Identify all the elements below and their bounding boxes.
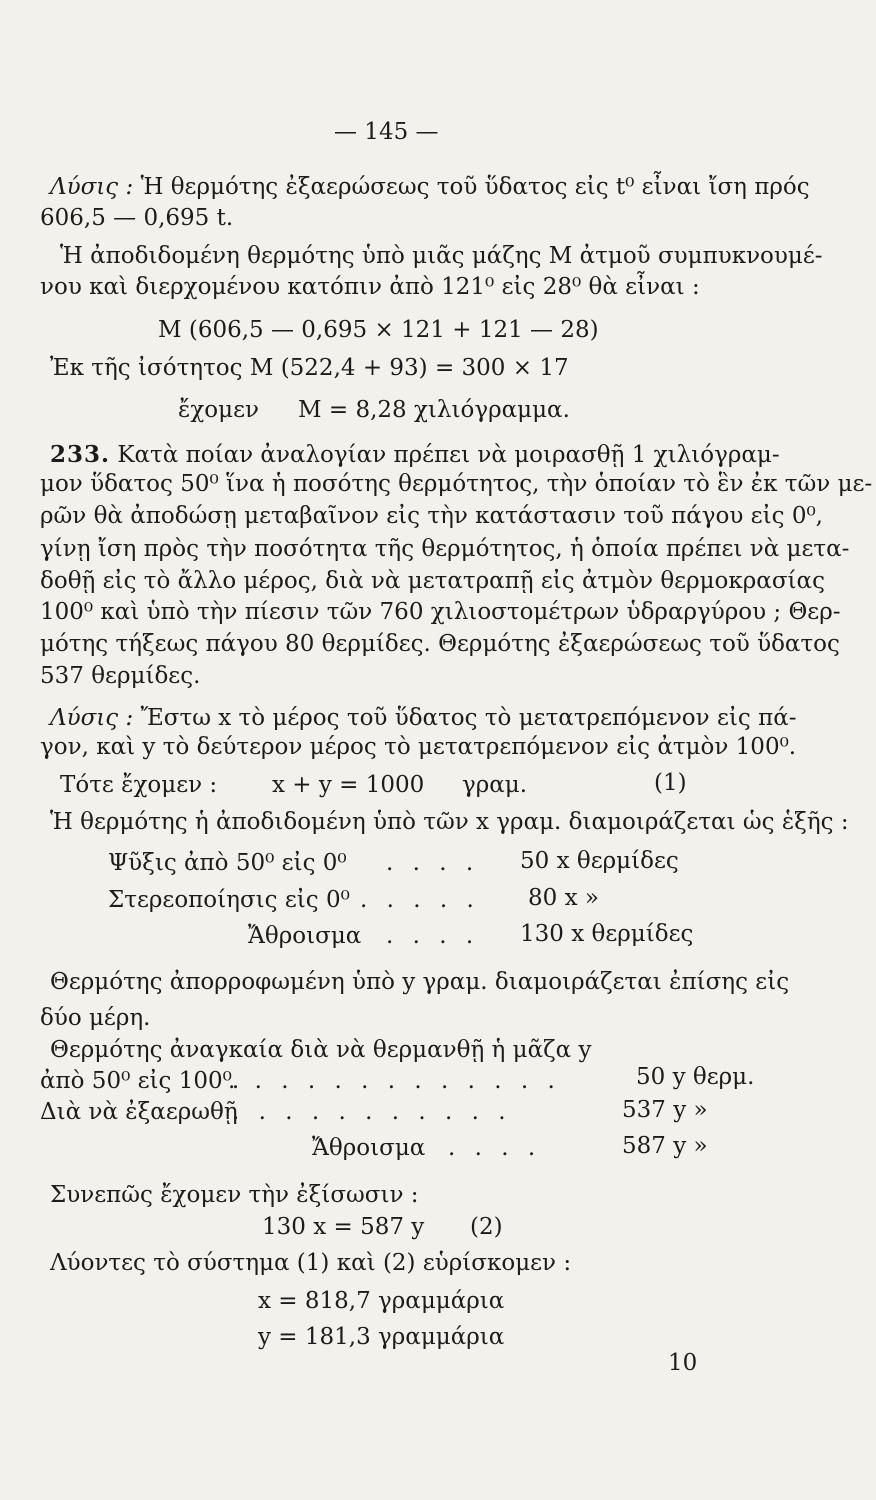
signature-number: 10 [668, 1350, 698, 1376]
equation-label: ἔχομεν [178, 397, 259, 423]
table-row [248, 921, 361, 951]
text-line: Ἡ ἀποδιδομένη θερμότης ὑπὸ μιᾶς μάζης Μ ἀτμοῦ συμπυκνουμέ- [60, 243, 823, 269]
text-line: Συνεπῶς ἔχομεν τὴν ἐξίσωσιν : [50, 1182, 419, 1208]
equation: Ἐκ τῆς ἰσότητος Μ (522,4 + 93) = 300 × 17 [50, 355, 569, 381]
solution-label-line [50, 172, 810, 202]
equation-number: (2) [470, 1214, 503, 1240]
text-line: μον ὕδατος 50⁰ ἵνα ἡ ποσότης θερμότητος, τὴν ὁποίαν τὸ ἓν ἐκ τῶν με- [40, 471, 873, 497]
leader-dots: . . . . [386, 923, 480, 949]
unit: γραμ. [462, 772, 528, 798]
text-line: 606,5 — 0,695 t. [40, 205, 234, 231]
solution-label-line [50, 703, 797, 733]
leader-dots: . . . . . [360, 887, 480, 913]
leader-dots: . . . . . . . . . . . . . [228, 1068, 561, 1094]
leader-dots: . . . . . . . . . . . [232, 1099, 512, 1125]
text-line: γον, καὶ y τὸ δεύτερον μέρος τὸ μετατρεπόμενον εἰς ἀτμὸν 100⁰. [40, 734, 797, 760]
tote-label: Τότε ἔχομεν : [60, 772, 218, 798]
row-value: 50 x θερμίδες [520, 848, 679, 874]
text-line: δοθῇ εἰς τὸ ἄλλο μέρος, διὰ νὰ μετατραπῇ εἰς ἀτμὸν θερμοκρασίας [40, 568, 825, 594]
text-line: γίνῃ ἴση πρὸς τὴν ποσότητα τῆς θερμότητος, ἡ ὁποία πρέπει νὰ μετα- [40, 536, 850, 562]
table-row [40, 1097, 238, 1127]
text-line: Θερμότης ἀπορροφωμένη ὑπὸ y γραμ. διαμοιράζεται ἐπίσης εἰς [50, 969, 790, 995]
row-value: 587 y » [622, 1133, 708, 1159]
solution-label: Λύσις : [50, 174, 134, 200]
text-line: νου καὶ διερχομένου κατόπιν ἀπὸ 121⁰ εἰς 28⁰ θὰ εἶναι : [40, 274, 700, 300]
row-value: 130 x θερμίδες [520, 921, 694, 947]
row-label: Ἄθροισμα [248, 923, 362, 949]
text-line: 537 θερμίδες. [40, 663, 201, 689]
row-value: 537 y » [622, 1097, 708, 1123]
table-row [312, 1133, 425, 1163]
row-label: ἀπὸ 50⁰ εἰς 100⁰. [40, 1068, 240, 1094]
text-line: Λύοντες τὸ σύστημα (1) καὶ (2) εὑρίσκομεν : [50, 1250, 572, 1276]
solution-label: Λύσις : [50, 705, 134, 731]
text-line: Κατὰ ποίαν ἀναλογίαν πρέπει νὰ μοιρασθῇ 1 χιλιόγραμ- [110, 442, 780, 468]
equation-number: (1) [654, 770, 687, 796]
table-row [108, 848, 347, 878]
result: x = 818,7 γραμμάρια [258, 1288, 505, 1314]
problem-number: 233. [50, 441, 111, 468]
row-label: Διὰ νὰ ἐξαερωθῇ [40, 1099, 238, 1125]
text-line: Ἔστω x τὸ μέρος τοῦ ὕδατος τὸ μετατρεπόμενον εἰς πά- [133, 705, 797, 731]
equation: Μ = 8,28 χιλιόγραμμα. [298, 397, 570, 423]
text-line: δύο μέρη. [40, 1005, 151, 1031]
text-line: Ἡ θερμότης ἐξαερώσεως τοῦ ὕδατος εἰς t⁰ εἶναι ἴση πρός [133, 174, 810, 200]
page-number: — 145 — [334, 119, 439, 145]
row-value: 80 x » [528, 885, 599, 911]
text-line: μότης τήξεως πάγου 80 θερμίδες. Θερμότης ἐξαερώσεως τοῦ ὕδατος [40, 631, 840, 657]
text-line: Θερμότης ἀναγκαία διὰ νὰ θερμανθῇ ἡ μᾶζα y [50, 1037, 592, 1063]
row-label: Ψῦξις ἀπὸ 50⁰ εἰς 0⁰ [108, 850, 347, 876]
table-row [40, 1066, 239, 1096]
equation: 130 x = 587 y [262, 1214, 425, 1240]
leader-dots: . . . . [448, 1135, 542, 1161]
equation: Μ (606,5 — 0,695 × 121 + 121 — 28) [158, 317, 599, 343]
table-row [108, 885, 350, 915]
row-value: 50 y θερμ. [636, 1064, 755, 1090]
row-label: Στερεοποίησις εἰς 0⁰ [108, 887, 350, 913]
result: y = 181,3 γραμμάρια [258, 1324, 505, 1350]
text-line: 100⁰ καὶ ὑπὸ τὴν πίεσιν τῶν 760 χιλιοστομέτρων ὑδραργύρου ; Θερ- [40, 599, 841, 625]
text-line: ρῶν θὰ ἀποδώσῃ μεταβαῖνον εἰς τὴν κατάστασιν τοῦ πάγου εἰς 0⁰, [40, 503, 823, 529]
row-label: Ἄθροισμα [312, 1135, 426, 1161]
text-line: Ἡ θερμότης ἡ ἀποδιδομένη ὑπὸ τῶν x γραμ. διαμοιράζεται ὡς ἑξῆς : [50, 809, 849, 835]
leader-dots: . . . . [386, 850, 480, 876]
equation: x + y = 1000 [272, 772, 425, 798]
problem-first-line [50, 440, 780, 470]
